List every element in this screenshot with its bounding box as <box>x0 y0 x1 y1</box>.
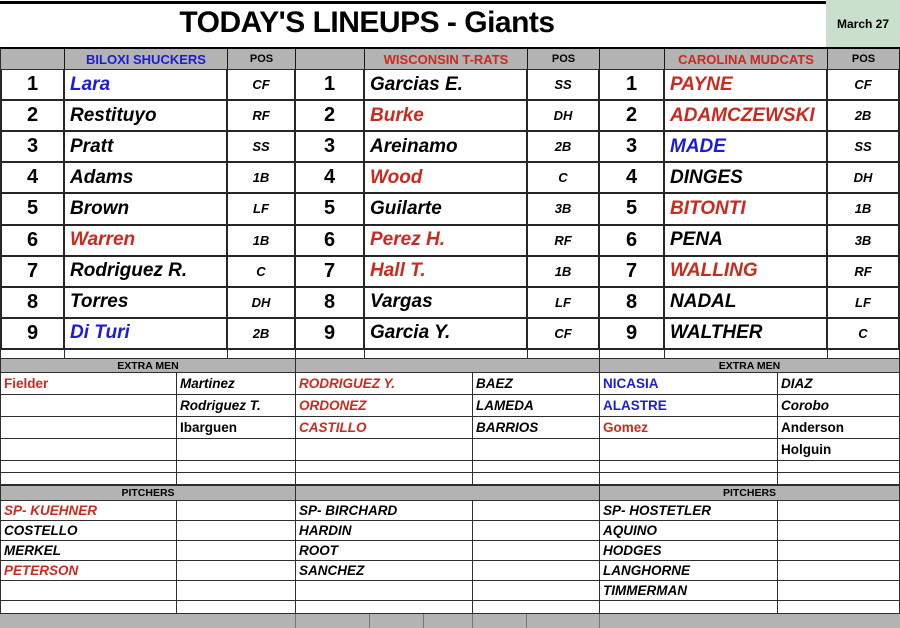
pitcher: SP- BIRCHARD <box>296 501 473 521</box>
pitcher: SP- KUEHNER <box>0 501 177 521</box>
lineup-pos: 2B <box>228 319 296 350</box>
lineup-pos: DH <box>528 101 600 132</box>
extra-man <box>473 461 600 473</box>
pitcher: TIMMERMAN <box>600 581 778 601</box>
pitcher-blank-cell <box>177 541 296 561</box>
pitcher-blank-cell <box>473 561 600 581</box>
lineup-number: 7 <box>0 257 65 288</box>
pitcher: ROOT <box>296 541 473 561</box>
team-header-row <box>0 47 900 70</box>
lineup-number: 2 <box>600 101 665 132</box>
pitchers-grid <box>0 501 900 601</box>
extra-man <box>473 439 600 461</box>
pitcher <box>0 581 177 601</box>
extra-man: Martinez <box>177 373 296 395</box>
lineup-player: Garcias E. <box>365 70 528 101</box>
lineup-grid <box>0 70 900 350</box>
lineup-pos: 2B <box>828 101 900 132</box>
lineup-player: ADAMCZEWSKI <box>665 101 828 132</box>
lineup-pos: CF <box>828 70 900 101</box>
lineup-number: 2 <box>0 101 65 132</box>
spacer-row <box>0 350 900 358</box>
pitchers-header-row <box>0 485 900 501</box>
page-title: TODAY'S LINEUPS - Giants <box>179 6 555 39</box>
lineup-pos: LF <box>828 288 900 319</box>
pitcher: AQUINO <box>600 521 778 541</box>
pitcher: HARDIN <box>296 521 473 541</box>
lineup-player: PAYNE <box>665 70 828 101</box>
lineup-pos: CF <box>528 319 600 350</box>
lineup-pos: RF <box>228 101 296 132</box>
pitcher-blank-cell <box>177 521 296 541</box>
lineup-player: Areinamo <box>365 132 528 163</box>
header-blank-cell <box>296 47 365 70</box>
extra-men-blank-segment <box>296 359 600 372</box>
lineup-pos: C <box>228 257 296 288</box>
lineup-pos: SS <box>828 132 900 163</box>
blank-row <box>0 601 900 613</box>
lineup-number: 9 <box>600 319 665 350</box>
lineup-player: Rodriguez R. <box>65 257 228 288</box>
pos-column-header: POS <box>828 47 900 70</box>
extra-man: LAMEDA <box>473 395 600 417</box>
lineup-pos: DH <box>228 288 296 319</box>
lineup-number: 4 <box>296 163 365 194</box>
extra-man: Fielder <box>0 373 177 395</box>
lineup-pos: C <box>528 163 600 194</box>
pitcher: SANCHEZ <box>296 561 473 581</box>
lineup-player: PENA <box>665 226 828 257</box>
lineup-pos: RF <box>528 226 600 257</box>
lineup-player: Guilarte <box>365 194 528 225</box>
lineup-number: 6 <box>600 226 665 257</box>
lineup-player: Brown <box>65 194 228 225</box>
lineup-pos: SS <box>228 132 296 163</box>
pitcher-blank-cell <box>778 561 900 581</box>
extra-men-grid <box>0 373 900 485</box>
lineup-pos: 1B <box>528 257 600 288</box>
lineup-player: Restituyo <box>65 101 228 132</box>
lineup-number: 6 <box>0 226 65 257</box>
pitchers-label: PITCHERS <box>0 486 296 500</box>
pitcher: PETERSON <box>0 561 177 581</box>
lineup-pos: CF <box>228 70 296 101</box>
lineup-player: Di Turi <box>65 319 228 350</box>
extra-man: ORDONEZ <box>296 395 473 417</box>
lineup-player: WALTHER <box>665 319 828 350</box>
lineup-player: Burke <box>365 101 528 132</box>
pitchers-blank-segment <box>296 486 600 500</box>
lineup-number: 8 <box>0 288 65 319</box>
lineup-number: 1 <box>0 70 65 101</box>
pitcher-blank-cell <box>778 501 900 521</box>
pitcher-blank-cell <box>473 541 600 561</box>
team-name-header: WISCONSIN T-RATS <box>365 47 528 70</box>
lineup-number: 8 <box>600 288 665 319</box>
extra-man: BARRIOS <box>473 417 600 439</box>
extra-man <box>600 461 778 473</box>
lineup-number: 7 <box>296 257 365 288</box>
pos-column-header: POS <box>528 47 600 70</box>
pitcher: MERKEL <box>0 541 177 561</box>
extra-man <box>0 439 177 461</box>
pitcher: COSTELLO <box>0 521 177 541</box>
extra-man: NICASIA <box>600 373 778 395</box>
pitcher-blank-cell <box>778 521 900 541</box>
lineup-pos: 1B <box>828 194 900 225</box>
lineup-player: Warren <box>65 226 228 257</box>
extra-man <box>600 439 778 461</box>
extra-man: Gomez <box>600 417 778 439</box>
extra-man <box>0 395 177 417</box>
pitcher-blank-cell <box>473 581 600 601</box>
extra-men-header-row <box>0 358 900 373</box>
lineup-pos: DH <box>828 163 900 194</box>
lineup-number: 5 <box>296 194 365 225</box>
header-blank-cell <box>0 47 65 70</box>
lineup-player: Wood <box>365 163 528 194</box>
extra-man <box>296 461 473 473</box>
lineup-player: Torres <box>65 288 228 319</box>
lineup-number: 3 <box>0 132 65 163</box>
lineup-pos: 3B <box>528 194 600 225</box>
lineup-pos: SS <box>528 70 600 101</box>
pitcher-blank-cell <box>778 581 900 601</box>
pos-column-header: POS <box>228 47 296 70</box>
lineup-number: 5 <box>600 194 665 225</box>
extra-man: Rodriguez T. <box>177 395 296 417</box>
lineup-number: 4 <box>600 163 665 194</box>
extra-man: RODRIGUEZ Y. <box>296 373 473 395</box>
top-border-line <box>0 1 826 4</box>
team-name-header: CAROLINA MUDCATS <box>665 47 828 70</box>
lineup-player: Adams <box>65 163 228 194</box>
lineup-player: MADE <box>665 132 828 163</box>
extra-man <box>778 473 900 485</box>
extra-man: Anderson <box>778 417 900 439</box>
lineup-number: 4 <box>0 163 65 194</box>
pitcher-blank-cell <box>177 561 296 581</box>
header-blank-cell <box>600 47 665 70</box>
lineup-number: 9 <box>296 319 365 350</box>
lineup-number: 7 <box>600 257 665 288</box>
lineup-number: 5 <box>0 194 65 225</box>
extra-man: ALASTRE <box>600 395 778 417</box>
extra-men-label: EXTRA MEN <box>600 359 900 372</box>
pitchers-label: PITCHERS <box>600 486 900 500</box>
extra-man: Ibarguen <box>177 417 296 439</box>
lineup-player: DINGES <box>665 163 828 194</box>
extra-man <box>296 439 473 461</box>
lineup-player: Hall T. <box>365 257 528 288</box>
extra-man: CASTILLO <box>296 417 473 439</box>
pitcher-blank-cell <box>473 521 600 541</box>
lineup-player: Lara <box>65 70 228 101</box>
extra-man <box>296 473 473 485</box>
lineup-player: NADAL <box>665 288 828 319</box>
pitcher: HODGES <box>600 541 778 561</box>
date-badge: March 27 <box>826 0 900 47</box>
extra-man <box>778 461 900 473</box>
team-name-header: BILOXI SHUCKERS <box>65 47 228 70</box>
lineup-player: Pratt <box>65 132 228 163</box>
lineup-pos: LF <box>228 194 296 225</box>
lineup-number: 1 <box>296 70 365 101</box>
lineup-pos: 1B <box>228 226 296 257</box>
pitcher-blank-cell <box>177 501 296 521</box>
lineup-number: 3 <box>600 132 665 163</box>
title-row <box>0 0 900 47</box>
lineup-player: BITONTI <box>665 194 828 225</box>
lineup-number: 8 <box>296 288 365 319</box>
extra-man <box>177 461 296 473</box>
extra-man <box>0 461 177 473</box>
pitcher <box>296 581 473 601</box>
lineup-number: 1 <box>600 70 665 101</box>
extra-man <box>600 473 778 485</box>
extra-man <box>473 473 600 485</box>
extra-man: DIAZ <box>778 373 900 395</box>
pitcher: LANGHORNE <box>600 561 778 581</box>
extra-man <box>177 473 296 485</box>
lineup-pos: C <box>828 319 900 350</box>
lineup-player: Perez H. <box>365 226 528 257</box>
pitcher-blank-cell <box>473 501 600 521</box>
lineup-player: WALLING <box>665 257 828 288</box>
extra-man <box>0 417 177 439</box>
extra-man: BAEZ <box>473 373 600 395</box>
lineup-pos: 1B <box>228 163 296 194</box>
pitcher-blank-cell <box>177 581 296 601</box>
lineup-number: 6 <box>296 226 365 257</box>
lineup-pos: 3B <box>828 226 900 257</box>
extra-man <box>177 439 296 461</box>
pitcher-blank-cell <box>778 541 900 561</box>
footer-band <box>0 613 900 628</box>
pitcher: SP- HOSTETLER <box>600 501 778 521</box>
extra-man <box>0 473 177 485</box>
extra-man: Holguin <box>778 439 900 461</box>
lineup-pos: LF <box>528 288 600 319</box>
lineup-player: Garcia Y. <box>365 319 528 350</box>
lineup-number: 3 <box>296 132 365 163</box>
lineup-player: Vargas <box>365 288 528 319</box>
lineup-pos: RF <box>828 257 900 288</box>
lineup-pos: 2B <box>528 132 600 163</box>
lineup-number: 2 <box>296 101 365 132</box>
lineup-number: 9 <box>0 319 65 350</box>
extra-man: Corobo <box>778 395 900 417</box>
extra-men-label: EXTRA MEN <box>0 359 296 372</box>
